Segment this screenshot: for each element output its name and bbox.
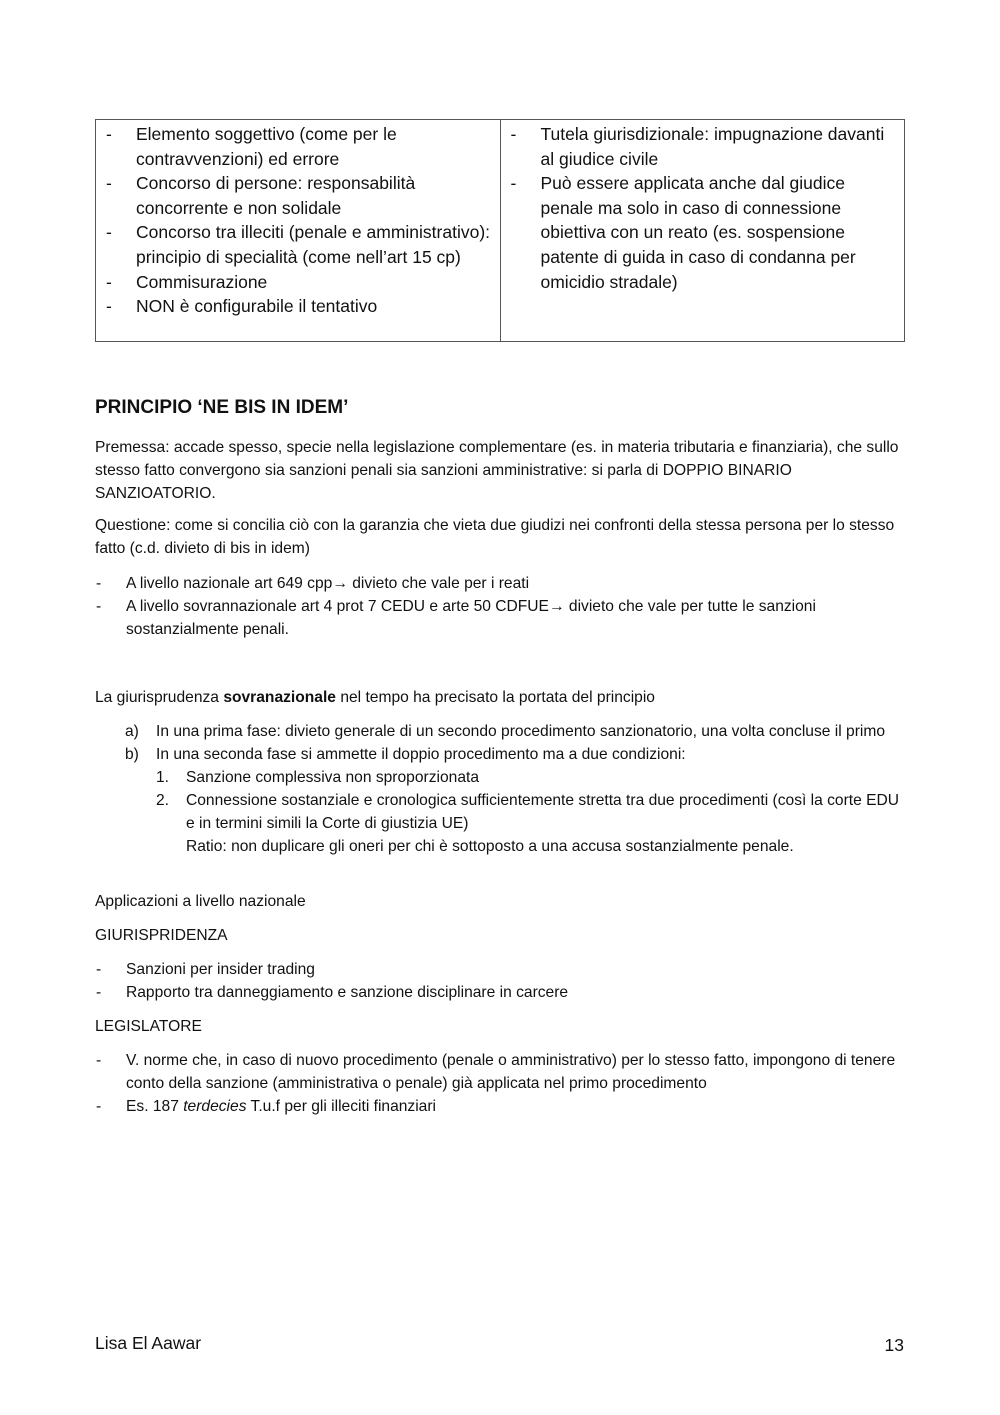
premessa-paragraph: Premessa: accade spesso, specie nella legislazione complementare (es. in materia tributaria e finanziaria), che sullo stesso fatto convergono sia sanzioni penali sia sanzioni amministrative: si parla di DOPPIO BINARIO SANZIOATORIO.	[95, 439, 899, 502]
giurisprudenza-list	[95, 958, 907, 1004]
right-cell-list	[507, 122, 897, 294]
list-item: - Sanzioni per insider trading	[96, 961, 315, 978]
table-cell-left	[96, 120, 501, 342]
legislatore-list	[95, 1049, 907, 1118]
list-item: a) In una prima fase: divieto generale di un secondo procedimento sanzionatorio, una volta concluse il primo	[125, 723, 886, 740]
page-number: 13	[884, 1335, 904, 1355]
list-item: - A livello nazionale art 649 cpp→ divieto che vale per i reati	[96, 575, 530, 592]
arrow-icon: →	[548, 598, 565, 615]
ratio-text: Ratio: non duplicare gli oneri per chi è sottoposto a una accusa sostanzialmente penale.	[186, 838, 794, 855]
list-item: - Tutela giurisdizionale: impugnazione davanti al giudice civile	[510, 124, 885, 169]
list-item: - A livello sovrannazionale art 4 prot 7 CEDU e arte 50 CDFUE→ divieto che vale per tutte le sanzioni sostanzialmente penali.	[96, 598, 816, 638]
list-item: - NON è configurabile il tentativo	[106, 296, 378, 317]
list-item: - Es. 187 terdecies T.u.f per gli illeciti finanziari	[96, 1098, 437, 1115]
list-item: - Rapporto tra danneggiamento e sanzione disciplinare in carcere	[96, 984, 569, 1001]
giurisprudenza-label: GIURISPRIDENZA	[95, 927, 228, 944]
applicazioni-paragraph: Applicazioni a livello nazionale	[95, 893, 306, 910]
legislatore-label: LEGISLATORE	[95, 1018, 202, 1035]
list-item: - V. norme che, in caso di nuovo procedimento (penale o amministrativo) per lo stesso fatto, impongono di tenere conto della sanzione (amministrativa o penale) già applicata nel primo procedimento	[96, 1052, 896, 1092]
table-row	[96, 120, 905, 342]
list-item: - Concorso di persone: responsabilità concorrente e non solidale	[106, 173, 416, 218]
list-item: 2. Connessione sostanziale e cronologica sufficientemente stretta tra due procedimenti (così la corte EDU e in termini simili la Corte di giustizia UE) Ratio: non duplicare gli oneri per chi è sottoposto a una accusa sostanzialmente penale.	[156, 792, 900, 855]
list-item: b) In una seconda fase si ammette il doppio procedimento ma a due condizioni: 1. Sanzione complessiva non sproporzionata 2. Connessione sostanziale e cronologica sufficientemente stretta tra due procedimenti (così la corte EDU e in termini simili la Corte di giustizia UE) Ratio: non duplicare gli oneri per chi è sottoposto a una accusa sostanzialmente penale.	[125, 743, 907, 858]
condizioni-list	[156, 766, 907, 858]
fasi-list	[125, 720, 907, 858]
footer-author: Lisa El Aawar	[95, 1333, 202, 1353]
table-cell-right	[500, 120, 905, 342]
livelli-list	[95, 572, 907, 641]
list-item: - Concorso tra illeciti (penale e amministrativo): principio di specialità (come nell’art 15 cp)	[106, 222, 491, 267]
list-item: - Commisurazione	[106, 271, 268, 292]
list-item: 1. Sanzione complessiva non sproporzionata	[156, 769, 479, 786]
section-heading: PRINCIPIO ‘NE BIS IN IDEM’	[95, 397, 349, 418]
comparison-table	[95, 119, 905, 342]
list-item: - Elemento soggettivo (come per le contravvenzioni) ed errore	[106, 124, 397, 169]
list-item: - Può essere applicata anche dal giudice penale ma solo in caso di connessione obiettiva con un reato (es. sospensione patente di guida in caso di condanna per omicidio stradale)	[510, 173, 856, 292]
giurisprudenza-intro: La giurisprudenza sovranazionale nel tempo ha precisato la portata del principio	[95, 689, 655, 706]
questione-paragraph: Questione: come si concilia ciò con la garanzia che vieta due giudizi nei confronti della stessa persona per lo stesso fatto (c.d. divieto di bis in idem)	[95, 517, 895, 557]
arrow-icon: →	[332, 575, 348, 592]
left-cell-list	[102, 122, 492, 319]
